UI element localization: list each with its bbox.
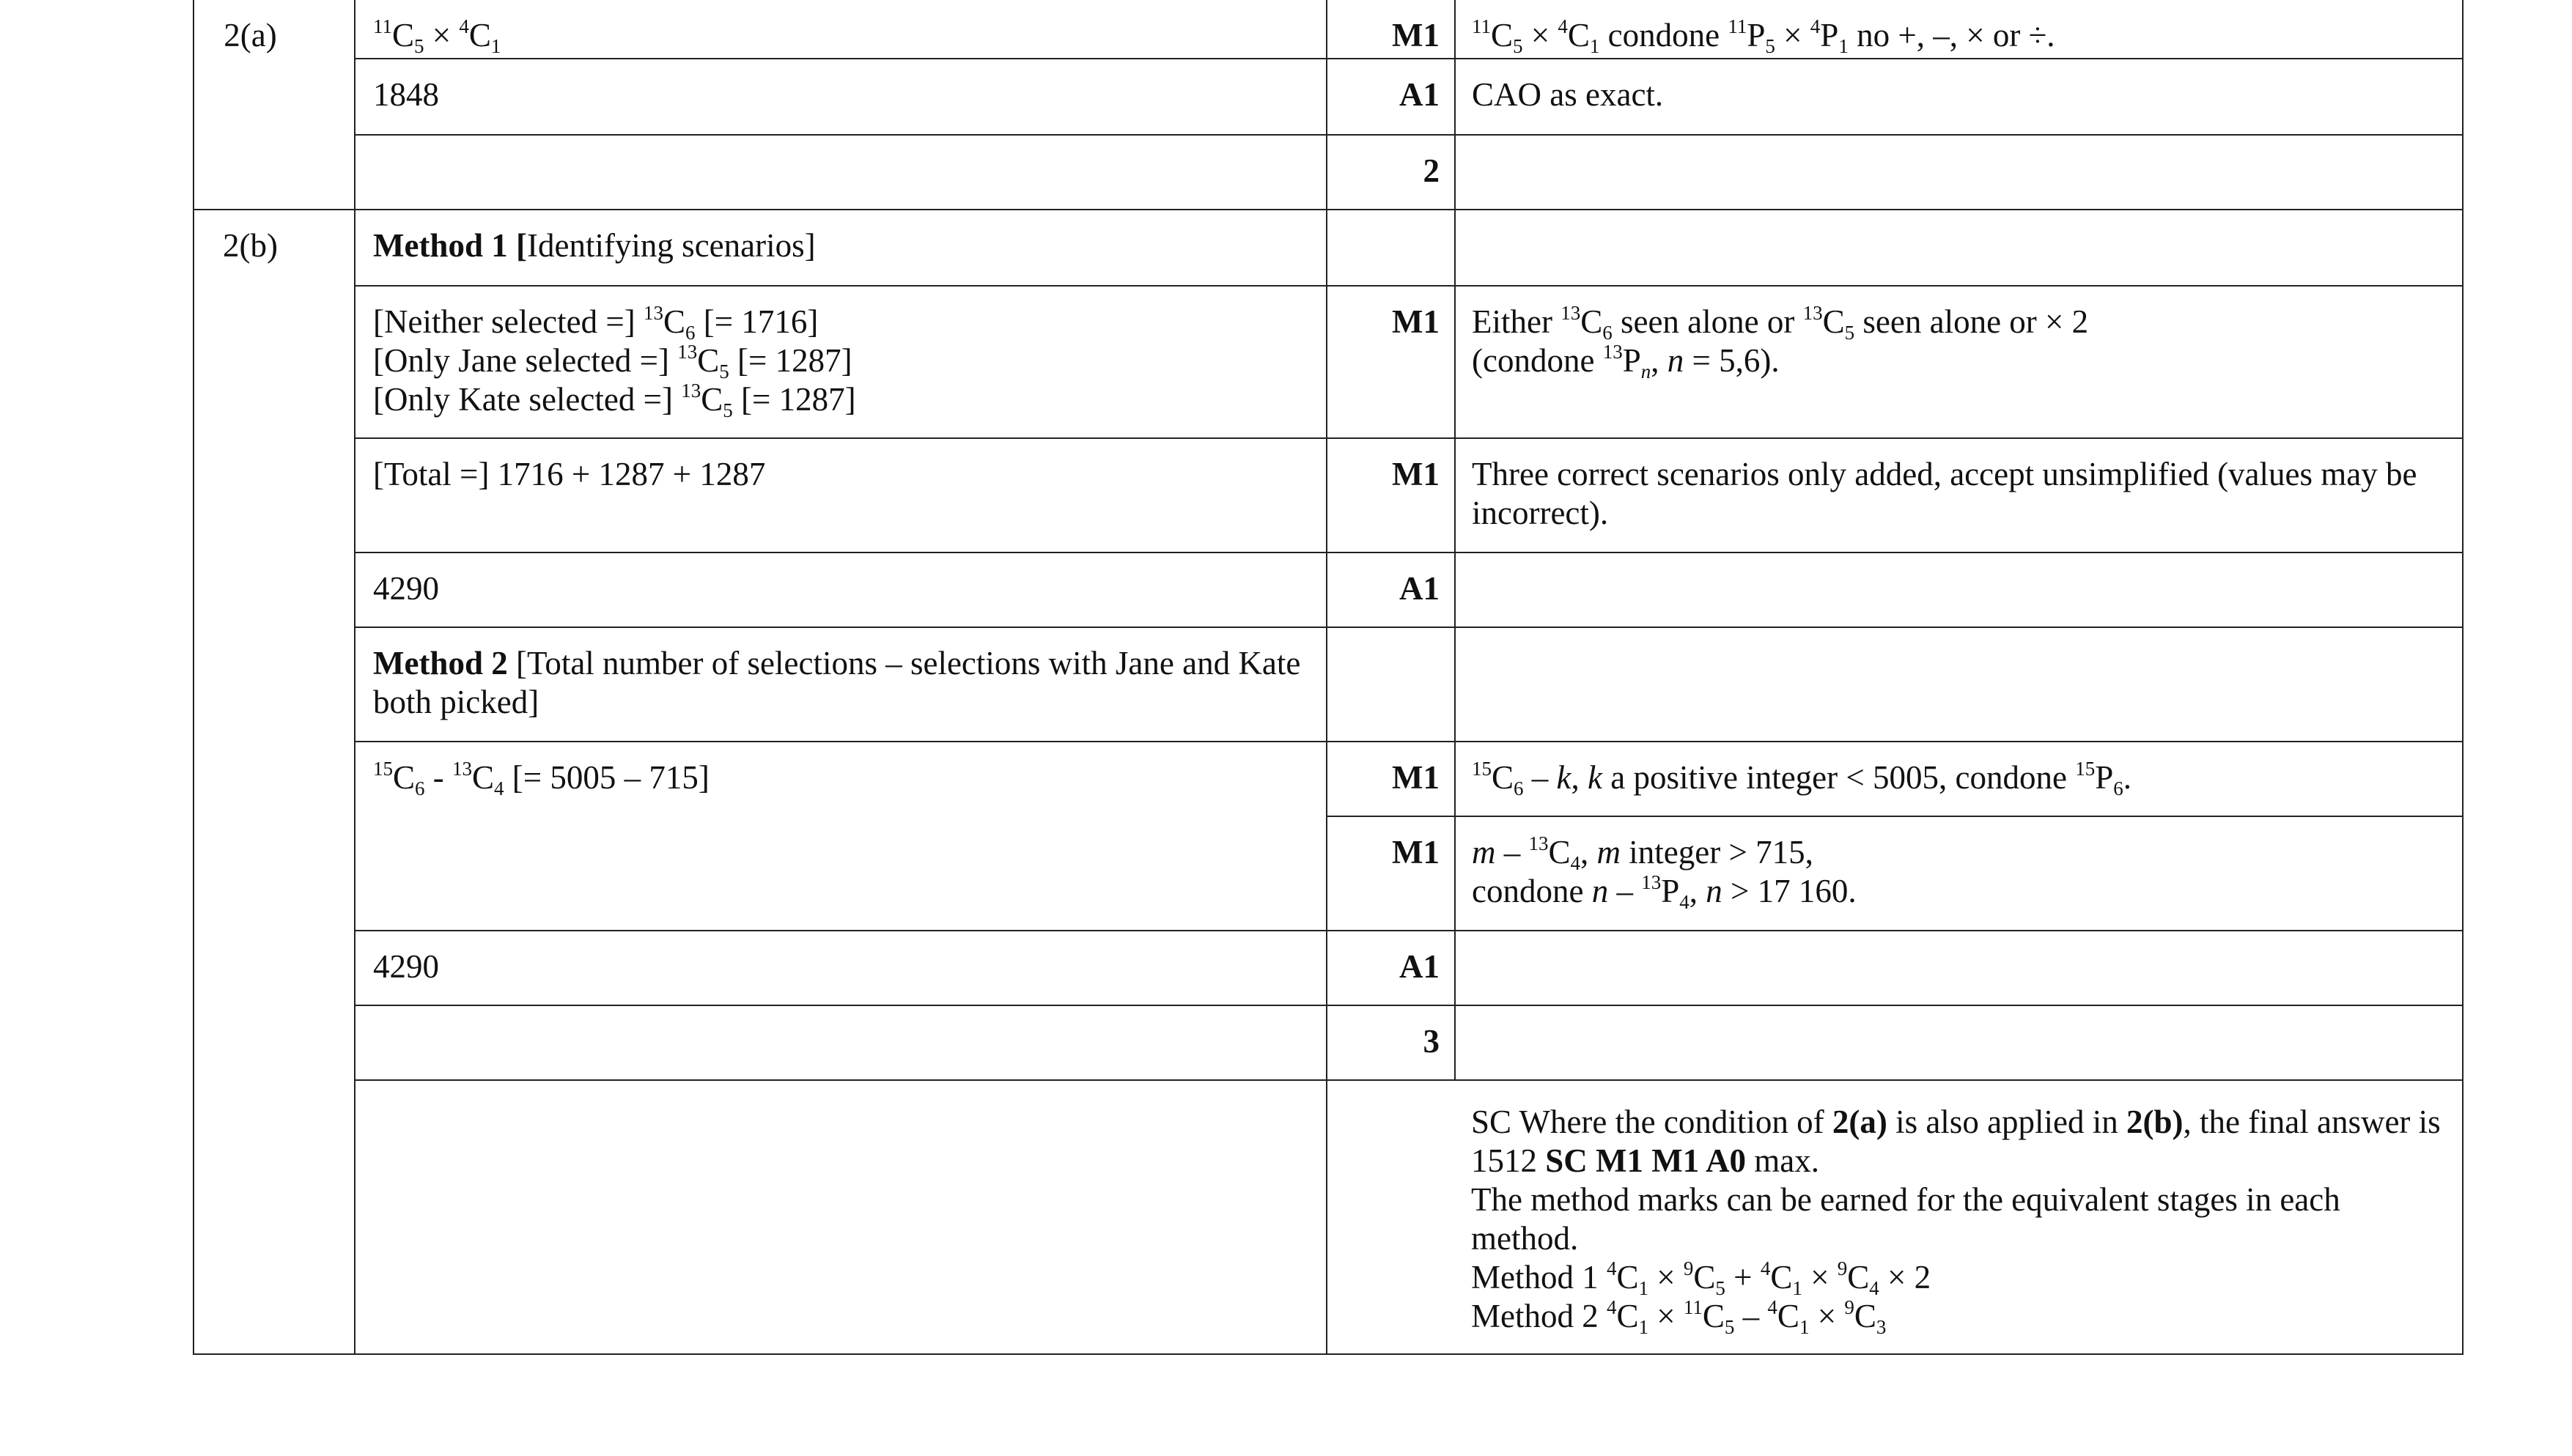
guidance-cell <box>1455 931 2463 1005</box>
table-row <box>194 627 2463 742</box>
table-row <box>194 1080 2463 1354</box>
table-row <box>194 210 2463 286</box>
mark-cell <box>1327 627 1455 742</box>
mark-label: M1 <box>1392 759 1440 796</box>
answer-cell <box>355 438 1327 553</box>
answer-cell <box>355 931 1327 1005</box>
guidance-line: CAO as exact. <box>1472 76 1664 113</box>
mark-cell <box>1327 742 1455 816</box>
method-heading: Method 1 [Identifying scenarios] <box>373 227 816 264</box>
table-row <box>194 931 2463 1005</box>
answer-line: 4290 <box>373 948 439 985</box>
guidance-cell <box>1455 135 2463 210</box>
guidance-line: The method marks can be earned for the equivalent stages in each method. <box>1471 1181 2340 1257</box>
mark-cell <box>1327 438 1455 553</box>
answer-cell <box>355 1005 1327 1080</box>
mark-cell <box>1327 0 1455 59</box>
total-mark-label: 3 <box>1423 1023 1440 1060</box>
guidance-cell <box>1455 438 2463 553</box>
table-row <box>194 1005 2463 1080</box>
guidance-line: SC Where the condition of 2(a) is also applied in 2(b), the final answer is 1512 SC M1 M1 A0 max. <box>1471 1104 2441 1179</box>
table-row <box>194 0 2463 59</box>
mark-scheme-page <box>193 0 2464 1355</box>
answer-line: [Only Kate selected =] $^{13}C_5$ [= 1287] <box>373 380 856 421</box>
guidance-cell <box>1455 286 2463 438</box>
table-row <box>194 438 2463 553</box>
mark-cell <box>1327 286 1455 438</box>
question-number: 2(a) <box>224 17 277 53</box>
answer-line: [Only Jane selected =] $^{13}C_5$ [= 1287] <box>373 341 852 383</box>
mark-scheme-table <box>193 0 2464 1355</box>
special-case-cell <box>1455 1080 2463 1354</box>
answer-cell <box>355 553 1327 627</box>
answer-line: 4290 <box>373 570 439 607</box>
question-number: 2(b) <box>223 227 278 264</box>
guidance-line: condone n – $^{13}P_4$, n > 17 160. <box>1472 871 1857 913</box>
answer-line: [Total =] 1716 + 1287 + 1287 <box>373 456 766 492</box>
mark-label: M1 <box>1392 834 1440 871</box>
answer-cell <box>355 742 1327 931</box>
guidance-line: $^{11}C_5 \times ^4C_1$ condone $^{11}P_5 \times ^4P_1$ no +, –, × or ÷. <box>1472 15 2055 57</box>
answer-cell <box>355 0 1327 59</box>
table-row <box>194 286 2463 438</box>
guidance-line: Method 2 $^4C_1 \times ^{11}C_5 - ^4C_1 \times ^9C_3$ <box>1471 1296 1887 1338</box>
answer-cell <box>355 1080 1327 1354</box>
answer-cell <box>355 59 1327 135</box>
mark-cell <box>1327 1080 1455 1354</box>
guidance-cell <box>1455 627 2463 742</box>
guidance-cell <box>1455 0 2463 59</box>
guidance-line: Three correct scenarios only added, accept unsimplified (values may be incorrect). <box>1472 456 2417 531</box>
total-mark-cell <box>1327 1005 1455 1080</box>
guidance-line: (condone $^{13}P_n$, n = 5,6). <box>1472 341 1780 383</box>
table-row <box>194 742 2463 816</box>
guidance-line: Method 1 $^4C_1 \times ^9C_5 + ^4C_1 \times ^9C_4 \times 2$ <box>1471 1257 1931 1299</box>
guidance-cell <box>1455 210 2463 286</box>
table-row <box>194 135 2463 210</box>
guidance-cell <box>1455 59 2463 135</box>
question-number-cell <box>194 0 355 210</box>
mark-cell <box>1327 210 1455 286</box>
guidance-cell <box>1455 553 2463 627</box>
guidance-line: $^{15}C_6$ – k, k a positive integer < 5005, condone $^{15}P_6$. <box>1472 758 2131 799</box>
mark-label: M1 <box>1392 456 1440 492</box>
guidance-cell <box>1455 1005 2463 1080</box>
method-heading: Method 2 [Total number of selections – selections with Jane and Kate both picked] <box>373 645 1301 720</box>
total-mark-cell <box>1327 135 1455 210</box>
mark-cell <box>1327 59 1455 135</box>
answer-line: 1848 <box>373 76 439 113</box>
method-heading-cell <box>355 210 1327 286</box>
mark-cell <box>1327 931 1455 1005</box>
method-heading-cell <box>355 627 1327 742</box>
mark-label: A1 <box>1399 948 1440 985</box>
mark-label: A1 <box>1399 570 1440 607</box>
mark-label: M1 <box>1392 17 1440 53</box>
question-number-cell <box>194 210 355 1354</box>
guidance-cell <box>1455 816 2463 931</box>
table-row <box>194 553 2463 627</box>
guidance-line: m – $^{13}C_4$, m integer > 715, <box>1472 832 1813 874</box>
mark-cell <box>1327 553 1455 627</box>
mark-label: M1 <box>1392 303 1440 340</box>
mark-label: A1 <box>1399 76 1440 113</box>
guidance-cell <box>1455 742 2463 816</box>
answer-line: [Neither selected =] $^{13}C_6$ [= 1716] <box>373 302 819 344</box>
mark-cell <box>1327 816 1455 931</box>
answer-cell <box>355 135 1327 210</box>
table-row <box>194 59 2463 135</box>
answer-cell <box>355 286 1327 438</box>
guidance-line: Either $^{13}C_6$ seen alone or $^{13}C_5$ seen alone or × 2 <box>1472 302 2089 344</box>
total-mark-label: 2 <box>1423 152 1440 189</box>
answer-line: $^{15}C_6 - ^{13}C_4$ [= 5005 – 715] <box>373 758 710 799</box>
answer-line: $^{11}C_5 \times ^4C_1$ <box>373 15 501 57</box>
